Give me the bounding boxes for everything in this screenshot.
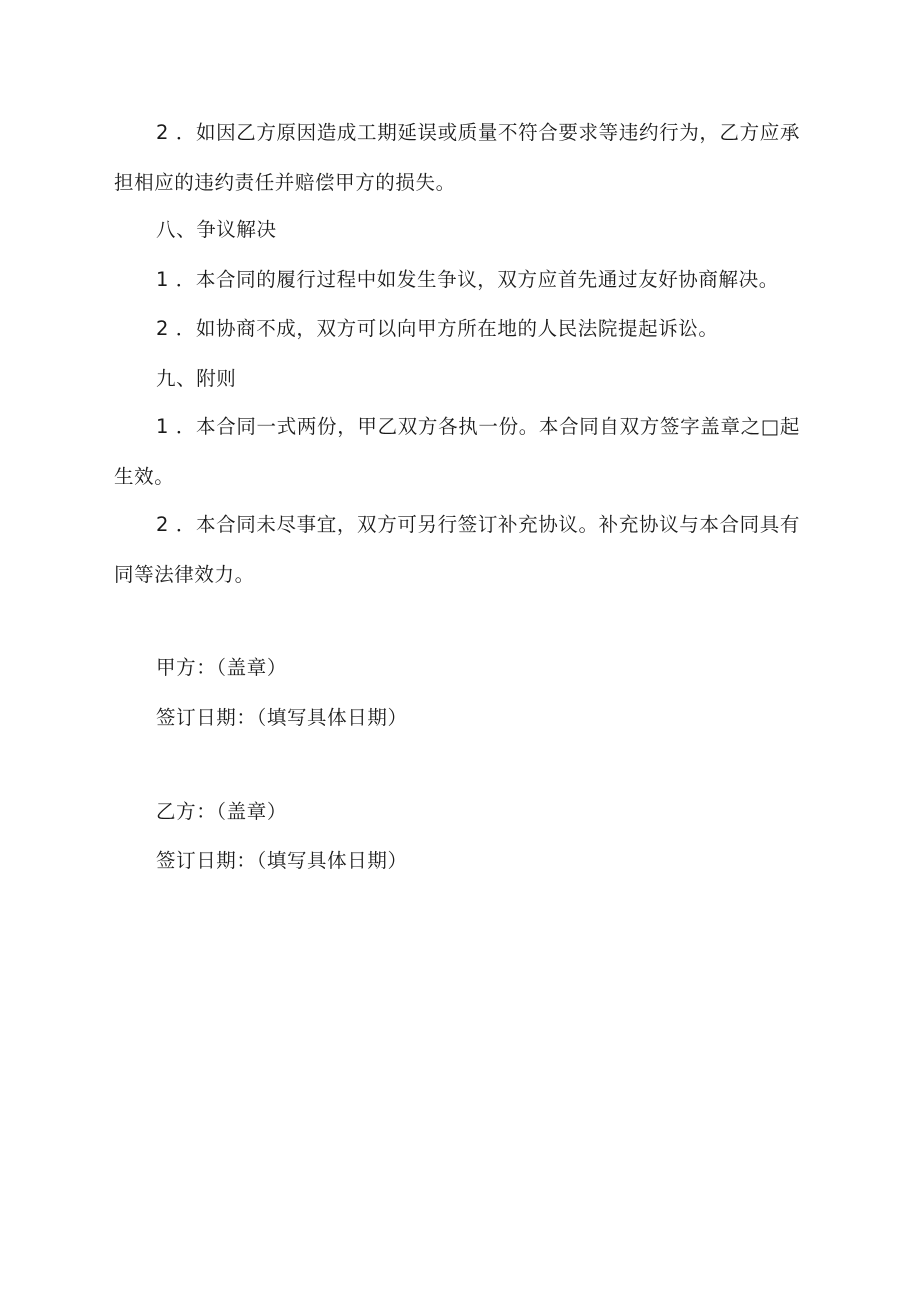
supplementary-clause-1: 1 ．本合同一式两份，甲乙双方各执一份。本合同自双方签字盖章之□起生效。 bbox=[114, 415, 800, 488]
party-a-seal-label: 甲方：（盖章） bbox=[156, 656, 287, 679]
party-a-sign-date: 签订日期：（填写具体日期） bbox=[156, 706, 408, 729]
party-b-seal-label: 乙方：（盖章） bbox=[156, 800, 287, 823]
dispute-clause-1: 1 ．本合同的履行过程中如发生争议，双方应首先通过友好协商解决。 bbox=[156, 268, 779, 291]
party-b-sign-date: 签订日期：（填写具体日期） bbox=[156, 849, 408, 872]
dispute-resolution-heading: 八、争议解决 bbox=[156, 218, 277, 241]
supplementary-clause-2: 2 ．本合同未尽事宜，双方可另行签订补充协议。补充协议与本合同具有同等法律效力。 bbox=[114, 513, 800, 586]
breach-clause-2: 2 ．如因乙方原因造成工期延误或质量不符合要求等违约行为，乙方应承担相应的违约责任并赔偿甲方的损失。 bbox=[114, 121, 800, 194]
supplementary-provisions-heading: 九、附则 bbox=[156, 367, 237, 390]
dispute-clause-2: 2 ．如协商不成，双方可以向甲方所在地的人民法院提起诉讼。 bbox=[156, 317, 719, 340]
